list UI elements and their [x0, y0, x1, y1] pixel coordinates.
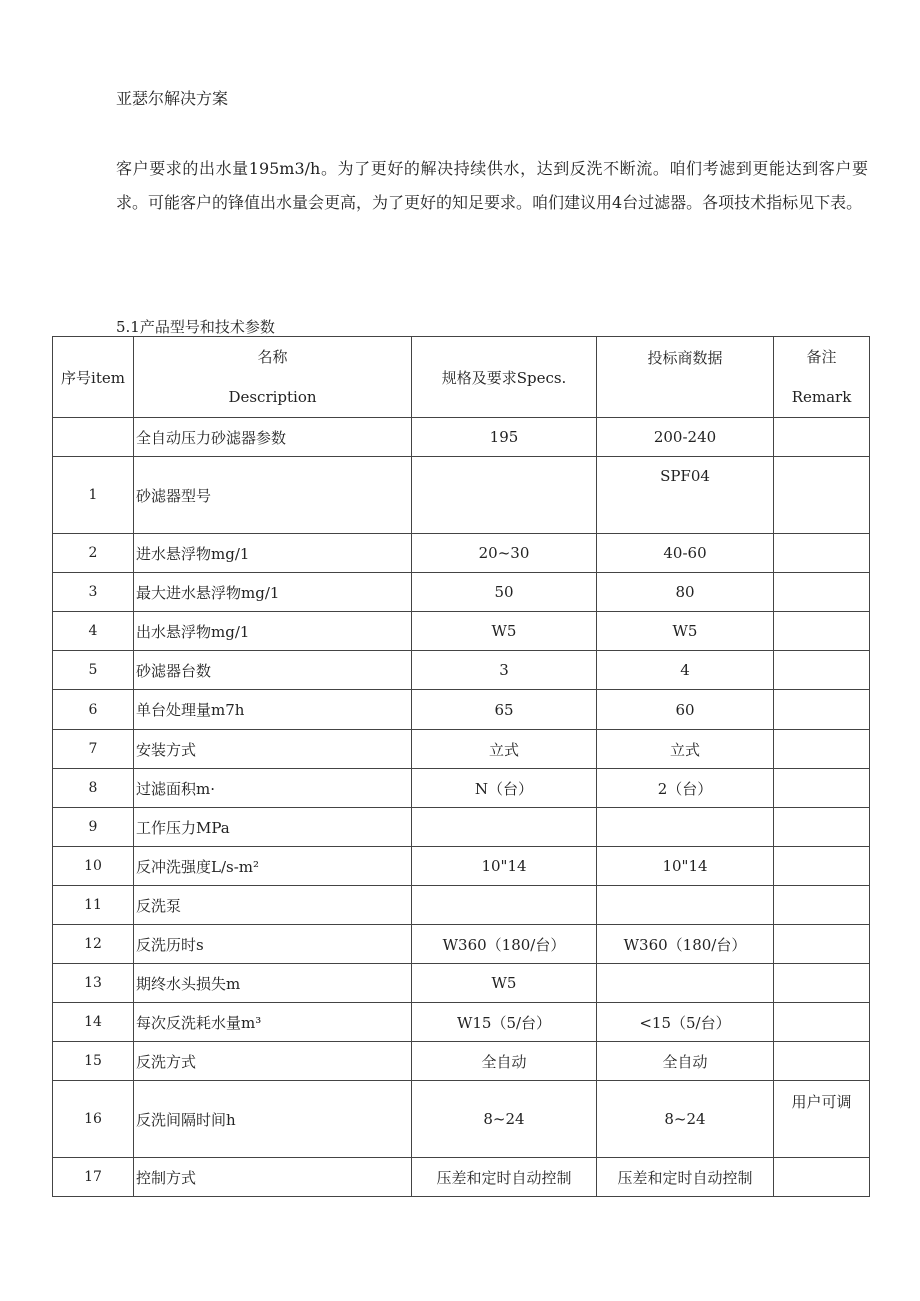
row-number: 2 — [53, 534, 134, 573]
row-remark — [774, 1042, 870, 1081]
row-number: 7 — [53, 730, 134, 769]
table-row — [53, 964, 870, 1003]
row-spec: W5 — [412, 964, 597, 1003]
table-row — [53, 612, 870, 651]
row-name: 过滤面积m· — [134, 769, 412, 808]
document-heading: 亚瑟尔解决方案 — [116, 89, 229, 108]
row-number: 14 — [53, 1003, 134, 1042]
table-row — [53, 1003, 870, 1042]
row-name: 反冲洗强度L/s-m² — [134, 847, 412, 886]
row-bid: <15（5/台） — [597, 1003, 774, 1042]
row-number: 10 — [53, 847, 134, 886]
row-remark — [774, 1158, 870, 1197]
row-number: 17 — [53, 1158, 134, 1197]
row-number: 12 — [53, 925, 134, 964]
row-name: 反洗泵 — [134, 886, 412, 925]
row-remark — [774, 808, 870, 847]
row-name: 全自动压力砂滤器参数 — [134, 418, 412, 457]
row-spec: 压差和定时自动控制 — [412, 1158, 597, 1197]
table-row — [53, 457, 870, 534]
row-name: 反洗间隔时间h — [134, 1081, 412, 1158]
header-spec: 规格及要求Specs. — [412, 337, 597, 418]
header-bid: 投标商数据 — [597, 337, 774, 418]
header-name-en: Description — [228, 388, 317, 406]
table-row — [53, 886, 870, 925]
row-bid: 立式 — [597, 730, 774, 769]
row-name: 每次反洗耗水量m³ — [134, 1003, 412, 1042]
row-bid — [597, 886, 774, 925]
table-row — [53, 847, 870, 886]
row-spec: N（台） — [412, 769, 597, 808]
table-row — [53, 808, 870, 847]
row-remark: 用户可调 — [774, 1081, 870, 1158]
row-spec: W15（5/台） — [412, 1003, 597, 1042]
row-spec: 195 — [412, 418, 597, 457]
header-item: 序号item — [53, 337, 134, 418]
row-name: 进水悬浮物mg/1 — [134, 534, 412, 573]
row-spec: W5 — [412, 612, 597, 651]
row-bid: 8~24 — [597, 1081, 774, 1158]
row-number: 3 — [53, 573, 134, 612]
row-number: 13 — [53, 964, 134, 1003]
row-number: 5 — [53, 651, 134, 690]
header-remark-cn: 备注 — [806, 348, 837, 366]
row-remark — [774, 847, 870, 886]
row-name: 最大进水悬浮物mg/1 — [134, 573, 412, 612]
row-bid — [597, 808, 774, 847]
header-description — [134, 337, 412, 418]
row-spec: 65 — [412, 690, 597, 730]
row-remark — [774, 573, 870, 612]
row-name: 单台处理量m7h — [134, 690, 412, 730]
row-name: 工作压力MPa — [134, 808, 412, 847]
row-bid: SPF04 — [597, 457, 774, 534]
row-spec: 8~24 — [412, 1081, 597, 1158]
row-bid: 2（台） — [597, 769, 774, 808]
table-row — [53, 1081, 870, 1158]
table-row — [53, 573, 870, 612]
header-remark — [774, 337, 870, 418]
row-remark — [774, 925, 870, 964]
row-spec: 50 — [412, 573, 597, 612]
row-number: 15 — [53, 1042, 134, 1081]
row-bid: 10"14 — [597, 847, 774, 886]
row-spec: 立式 — [412, 730, 597, 769]
row-remark — [774, 418, 870, 457]
table-row — [53, 925, 870, 964]
row-remark — [774, 886, 870, 925]
table-row — [53, 651, 870, 690]
row-number: 16 — [53, 1081, 134, 1158]
row-bid: 全自动 — [597, 1042, 774, 1081]
table-row — [53, 769, 870, 808]
row-spec: 20~30 — [412, 534, 597, 573]
row-bid: 80 — [597, 573, 774, 612]
row-bid: 200-240 — [597, 418, 774, 457]
spec-table — [52, 336, 870, 1197]
row-number: 6 — [53, 690, 134, 730]
table-row — [53, 730, 870, 769]
row-bid: 4 — [597, 651, 774, 690]
row-bid: 压差和定时自动控制 — [597, 1158, 774, 1197]
table-row — [53, 690, 870, 730]
row-bid — [597, 964, 774, 1003]
row-remark — [774, 612, 870, 651]
row-number: 9 — [53, 808, 134, 847]
row-bid: W5 — [597, 612, 774, 651]
row-bid: W360（180/台） — [597, 925, 774, 964]
row-bid: 60 — [597, 690, 774, 730]
row-bid: 40-60 — [597, 534, 774, 573]
table-body — [53, 418, 870, 1197]
row-name: 砂滤器台数 — [134, 651, 412, 690]
row-number: 8 — [53, 769, 134, 808]
table-header-row — [53, 337, 870, 418]
row-name: 反洗历时s — [134, 925, 412, 964]
row-number: 11 — [53, 886, 134, 925]
row-spec — [412, 808, 597, 847]
row-name: 砂滤器型号 — [134, 457, 412, 534]
row-remark — [774, 690, 870, 730]
row-remark — [774, 1003, 870, 1042]
row-number: 4 — [53, 612, 134, 651]
intro-paragraph: 客户要求的出水量195m3/h。为了更好的解决持续供水，达到反洗不断流。咱们考滤到更能达到客户要求。可能客户的锋值出水量会更高，为了更好的知足要求。咱们建议用4台过滤器。各项技术指标见下表。 — [116, 159, 868, 212]
row-remark — [774, 457, 870, 534]
table-row — [53, 1042, 870, 1081]
row-remark — [774, 651, 870, 690]
row-spec — [412, 886, 597, 925]
row-name: 出水悬浮物mg/1 — [134, 612, 412, 651]
table-row — [53, 1158, 870, 1197]
row-name: 反洗方式 — [134, 1042, 412, 1081]
header-remark-en: Remark — [791, 388, 852, 406]
header-name-cn: 名称 — [257, 348, 288, 366]
row-remark — [774, 769, 870, 808]
row-name: 安装方式 — [134, 730, 412, 769]
row-spec: 全自动 — [412, 1042, 597, 1081]
row-name: 控制方式 — [134, 1158, 412, 1197]
table-row — [53, 534, 870, 573]
row-number — [53, 418, 134, 457]
row-spec: 10"14 — [412, 847, 597, 886]
row-number: 1 — [53, 457, 134, 534]
table-row — [53, 418, 870, 457]
section-title: 5.1产品型号和技术参数 — [116, 318, 275, 336]
row-name: 期终水头损失m — [134, 964, 412, 1003]
row-remark — [774, 730, 870, 769]
row-spec — [412, 457, 597, 534]
row-spec: 3 — [412, 651, 597, 690]
row-remark — [774, 964, 870, 1003]
row-spec: W360（180/台） — [412, 925, 597, 964]
row-remark — [774, 534, 870, 573]
